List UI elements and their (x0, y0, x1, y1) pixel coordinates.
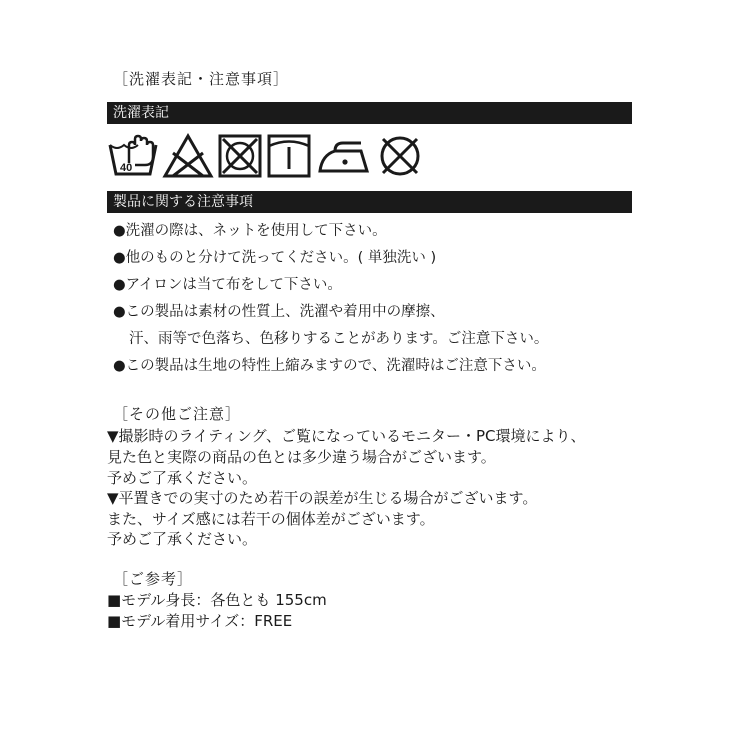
dry-clean-prohibited-icon (377, 133, 423, 179)
other-line-4: ▼平置きでの実寸のため若干の誤差が生じる場合がございます。 (107, 489, 538, 507)
notes-section-bar: 製品に関する注意事項 (107, 191, 632, 213)
other-line-1: ▼撮影時のライティング、ご覧になっているモニター・PC環境により、 (107, 427, 586, 445)
other-line-5: また、サイズ感には若干の個体差がございます。 (107, 510, 435, 528)
note-net: ●洗濯の際は、ネットを使用して下さい。 (113, 223, 387, 239)
other-section-heading: ［その他ご注意］ (113, 405, 242, 423)
reference-model-height: ■モデル身長：各色とも 155cm (107, 591, 327, 609)
line-dry-icon (266, 133, 312, 179)
other-line-2: 見た色と実際の商品の色とは多少違う場合がございます。 (107, 448, 496, 466)
hand-wash-40-icon (107, 133, 159, 179)
tumble-dry-prohibited-icon (217, 133, 263, 179)
reference-model-size: ■モデル着用サイズ：FREE (107, 612, 293, 630)
iron-low-icon (315, 133, 373, 179)
chlorine-bleach-prohibited-icon (162, 133, 214, 179)
note-wash-separately: ●他のものと分けて洗ってください。( 単独洗い ) (113, 250, 437, 266)
note-iron-cloth: ●アイロンは当て布をして下さい。 (113, 277, 342, 293)
note-color-transfer: 汗、雨等で色落ち、色移りすることがあります。ご注意下さい。 (129, 331, 549, 347)
other-line-3: 予めご了承ください。 (107, 469, 258, 487)
page-heading: ［洗濯表記・注意事項］ (113, 70, 290, 88)
svg-text:40: 40 (120, 162, 133, 174)
care-symbols (107, 133, 427, 181)
note-friction: ●この製品は素材の性質上、洗濯や着用中の摩擦、 (113, 304, 445, 320)
washing-section-bar: 洗濯表記 (107, 102, 632, 124)
note-shrinkage: ●この製品は生地の特性上縮みますので、洗濯時はご注意下さい。 (113, 358, 546, 374)
reference-section-heading: ［ご参考］ (113, 570, 194, 588)
other-line-6: 予めご了承ください。 (107, 530, 258, 548)
